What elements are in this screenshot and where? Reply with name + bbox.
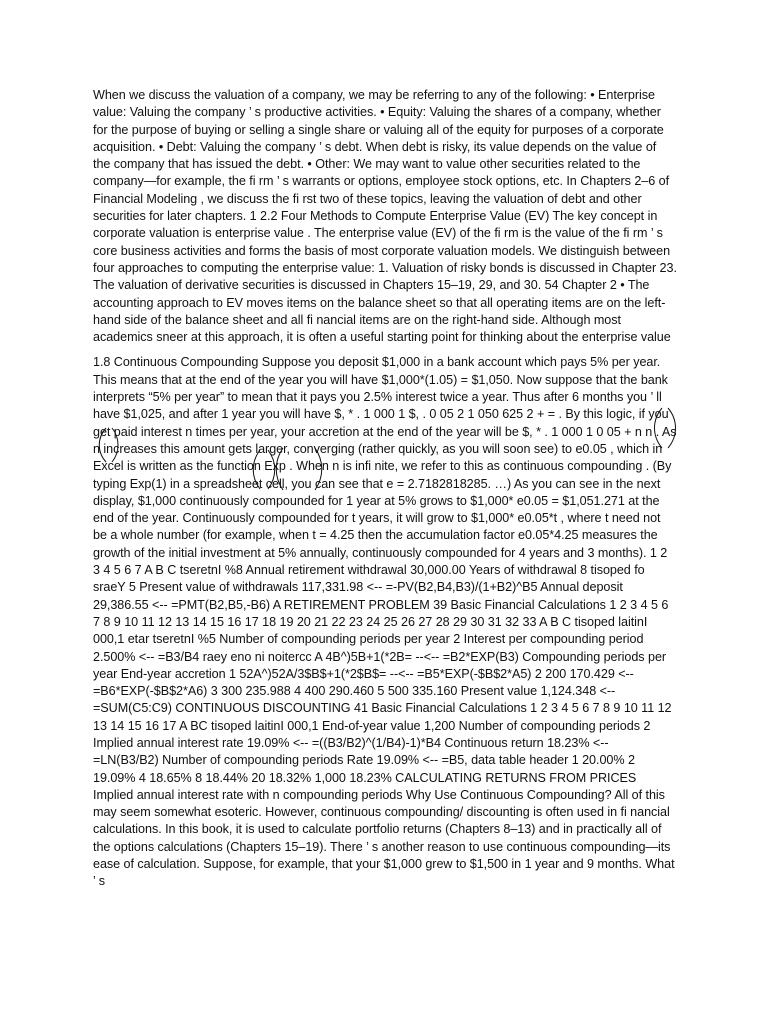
paragraph-continuous-compounding: 1.8 Continuous Compounding Suppose you deposit $1,000 in a bank account which pays 5% per year. This means that at the end of the year you will have $1,000*(1.05) = $1,050. Now suppose that the bank interprets “5% per year” to mean that it pays you 2.5% interest twice a year. Thus after 6 months you ’ ll have $1,025, and after 1 year you will have $, * . 1 000 1 $, . 0 05 2 1 050 625 2 + = . By this logic, if you get paid interest n times per year, your accretion at the end of the year will be $, * . 1 000 1 0 05 + n n . As n increases this amount gets larger, converging (rather quickly, as you will soon see) to e0.05 , which in Excel is written as the function Exp . When n is infi nite, we refer to this as continuous compounding . (By typing Exp(1) in a spreadsheet cell, you can see that e = 2.7182818285. …) As you can see in the next display, $1,000 continuously compounded for 1 year at 5% grows to $1,000* e0.05 = $1,051.271 at the end of the year. Continuously compounded for t years, it will grow to $1,000* e0.05*t , where t need not be a whole number (for example, when t = 4.25 then the accumulation factor e0.05*4.25 measures the growth of the initial investment at 5% annually, continuously compounded for 4 years and 3 months). 1 2 3 4 5 6 7 A B C tseretnI %8 Annual retirement withdrawal 30,000.00 Years of withdrawal 8 tisoped fo sraeY 5 Present value of withdrawals 117,331.98 <-- =-PV(B2,B4,B3)/(1+B2)^B5 Annual deposit 29,386.55 <-- =PMT(B2,B5,-B6) A RETIREMENT PROBLEM 39 Basic Financial Calculations 1 2 3 4 5 6 7 8 9 10 11 12 13 14 15 16 17 18 19 20 21 22 23 24 25 26 27 28 29 30 31 32 33 A B C tisoped laitinI 000,1 etar tseretnI %5 Number of compounding periods per year 2 Interest per compounding period 2.500% <-- =B3/B4 raey eno ni noitercc A 4B^)5B+1(*2B= --<-- =B2*EXP(B3) Compounding periods per year End-year accretion 1 52A^)52A/3$B$+1(*2$B$= --<-- =B5*EXP(-$B$2*A5) 2 200 170.429 <-- =B6*EXP(-$B$2*A6) 3 300 235.988 4 400 290.460 5 500 335.160 Present value 1,124.348 <-- =SUM(C5:C9) CONTINUOUS DISCOUNTING 41 Basic Financial Calculations 1 2 3 4 5 6 7 8 9 10 11 12 13 14 15 16 17 A BC tisoped laitinI 000,1 End-of-year value 1,200 Number of compounding periods 2 Implied annual interest rate 19.09% <-- =((B3/B2)^(1/B4)-1)*B4 Continuous return 18.23% <-- =LN(B3/B2) Number of compounding periods Rate 19.09% <-- =B5, data table header 1 20.00% 2 19.09% 4 18.65% 8 18.44% 20 18.32% 1,000 18.23% CALCULATING RETURNS FROM PRICES Implied annual interest rate with n compounding periods Why Use Continuous Compounding? All of this may seem somewhat esoteric. However, continuous compounding/ discounting is often used in fi nancial calculations. In this book, it is used to calculate portfolio returns (Chapters 8–13) and in practically all of the options calculations (Chapters 15–19). There ’ s another reason to use continuous compounding—its ease of calculation. Suppose, for example, that your $1,000 grew to $1,500 in 1 year and 9 months. What ’ s	[93, 355, 677, 889]
paragraph-valuation-intro: When we discuss the valuation of a company, we may be referring to any of the following: • Enterprise value: Valuing the company ’ s productive activities. • Equity: Valuing the shares of a company, whether for the purpose of buying or selling a single share or valuing all of the equity for purposes of a corporate acquisition. • Debt: Valuing the company ’ s debt. When debt is risky, its value depends on the value of the company that has issued the debt. • Other: We may want to value other securities related to the company—for example, the fi rm ’ s warrants or options, employee stock options, etc. In Chapters 2–6 of Financial Modeling , we discuss the fi rst two of these topics, leaving the valuation of debt and other securities for later chapters. 1 2.2 Four Methods to Compute Enterprise Value (EV) The key concept in corporate valuation is enterprise value . The enterprise value (EV) of the fi rm is the value of the fi rm ’ s core business activities and forms the basis of most corporate valuation models. We distinguish between four approaches to computing the enterprise value: 1. Valuation of risky bonds is discussed in Chapter 23. The valuation of derivative securities is discussed in Chapters 15–19, 29, and 30. 54 Chapter 2 • The accounting approach to EV moves items on the balance sheet so that all operating items are on the left-hand side of the balance sheet and all fi nancial items are on the right-hand side. Although most academics sneer at this approach, it is often a useful starting point for thinking about the enterprise value	[93, 88, 677, 345]
document-body	[93, 87, 677, 891]
